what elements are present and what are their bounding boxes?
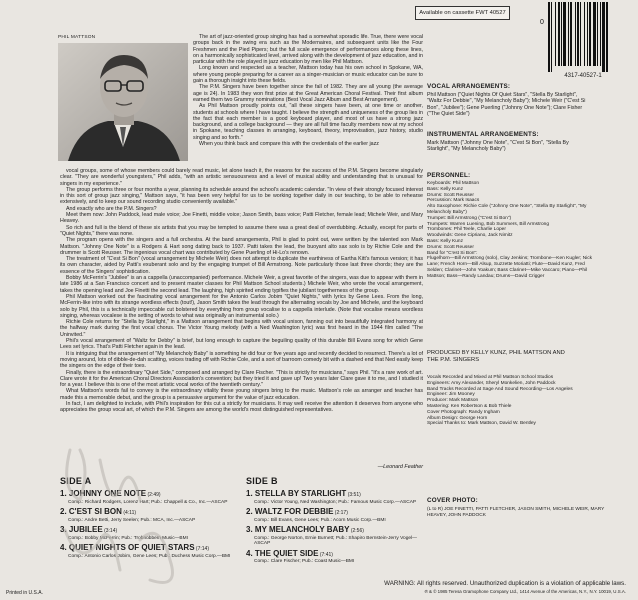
track-time: (3:14)	[102, 528, 118, 535]
track-title	[246, 526, 426, 536]
track-number: 2.	[246, 507, 255, 517]
track-time: (2:17)	[333, 510, 348, 517]
track-number: 3.	[60, 525, 69, 535]
track-number: 4.	[60, 543, 69, 553]
barcode-bar	[568, 2, 569, 66]
track-credit: Comp.: Andre Betti, Jerry Seelen; Pub.: MCA, Inc.—ASCAP	[68, 517, 196, 523]
producer-credit: PRODUCED BY KELLY KUNZ, PHIL MATTSON AND THE P.M. SINGERS	[427, 350, 565, 363]
personnel-line: Keyboards: Phil Mattson	[427, 181, 479, 186]
side-a-heading: SIDE A	[60, 476, 92, 486]
essay-paragraph: Bobby McFerrin's "Jubilee" is an a cappella (unaccompanied) performance. Michele Weir, a great favorite of the singers, was due to appear with them in late 1986 at a San Francisco concert and to present master classes for Phil Mattson School students.) Michele Weir, who wrote the vocal arrangement, takes the opening lead and Joe Finetti the second lead. The laughing, high spirited ending typifies the jubilant togetherness of the group.	[60, 275, 423, 294]
credit-line: Album Design: George Horn	[427, 415, 488, 421]
cassette-notice: Available on cassette FWT 40527	[415, 6, 510, 20]
essay-paragraph: Meet them now: John Paddock, lead male voice; Joe Finetti, middle voice; Jason Smith, bass voice; Patti Fletcher, female lead; Michele Weir, and Mary Heavey.	[60, 212, 423, 225]
barcode-bar	[561, 2, 562, 66]
barcode-bar	[593, 2, 596, 66]
track-item	[60, 544, 240, 559]
barcode-bar	[558, 2, 560, 66]
barcode-bar	[548, 2, 550, 72]
track-item	[60, 508, 240, 523]
cover-photo-caption: (L to R) JOE FINETTI, PATTI FLETCHER, JASON SMITH, MICHELE WEIR, MARY HEAVEY, JOHN PADDOCK	[427, 507, 605, 518]
side-b-tracklist	[246, 490, 426, 568]
essay-paragraph: The art of jazz-oriented group singing has had a somewhat sporadic life. True, there were vocal groups back in the swing era such as the Modernaires, and subsequent units like the Four Freshmen and the Pied Pipers; but the full scale emergence of performances along these lines, on a harmonically sophisticated level, arrived along with the development of jazz education, and in particular with the role played in jazz education by men like Phil Mattson.	[193, 34, 423, 66]
track-title	[246, 490, 426, 500]
personnel-line: Trumpets: Warren Luening, Bob Summers, Bill Armstrong	[427, 221, 550, 227]
photo-caption: PHIL MATTSON	[58, 35, 96, 40]
credit-line: Cover Photograph: Randy Ingham	[427, 409, 500, 415]
track-item	[246, 490, 426, 505]
track-credit: Comp.: Clare Fischer; Pub.: Coast Music—BMI	[254, 559, 355, 565]
personnel-line: Trumpet: Bill Armstrong ("C'est Si Bon")	[427, 215, 512, 221]
credit-line: Band Tracks Recorded at Sage And Sound Recording—Los Angeles	[427, 386, 573, 392]
barcode-bar	[580, 2, 581, 66]
printed-in: Printed in U.S.A.	[6, 590, 43, 596]
essay-paragraph: The group performs three or four months a year, planning its schedule around the school's academic calendar. "In view of their strongly focused interest in this sort of group jazz singing," Mattson says, "it has been very helpful for us to be working together daily in our teaching, to be able to rehearse extensively, and to keep our sound recording studio conveniently available."	[60, 186, 423, 206]
essay-paragraph: Finally, there is the extraordinary "Quiet Side," composed and arranged by Clare Fischer. "This is strictly for musicians," says Phil. "It's a rare work of art. Clare wrote it for the American Choral Directors Association's convention; but they tried it and gave up! Two years later Clare gave it to me, and I studied it for a year. I believe this is one of the most artistic vocal works of the twentieth century."	[60, 369, 423, 389]
barcode-bar	[597, 2, 598, 66]
track-time: (2:49)	[146, 492, 161, 498]
track-number: 3.	[246, 525, 255, 535]
track-title	[60, 490, 240, 500]
essay-signature: —Leonard Feather	[377, 464, 423, 470]
track-title	[60, 544, 240, 554]
credit-line: Mastering: Ken Robertson & Bob Thiele	[427, 403, 512, 409]
track-credit: Comp.: Bill Evans, Gene Lees; Pub.: Acorn Music Corp.—BMI	[254, 517, 386, 523]
track-name: WALTZ FOR DEBBIE	[254, 507, 334, 517]
track-name: STELLA BY STARLIGHT	[254, 489, 347, 498]
track-name: THE QUIET SIDE	[254, 548, 319, 558]
essay-paragraph: vocal groups, some of whose members could barely read music, let alone teach it, the reasons for the success of the P.M. Singers become singularly clear. "They are wonderful youngsters," Phil adds, "with an artistic sensuousness and a level of musical ability and understanding that is unusual for singers in my experience."	[60, 168, 423, 187]
personnel-line: Drums: Scott Reusser	[427, 244, 474, 250]
credit-line: Engineers: Amy Alexander, Sheryl Monkelien, John Paddock	[427, 380, 556, 386]
track-name: JUBILEE	[68, 525, 103, 535]
track-credit: Comp.: Antonio Carlos Jobim, Gene Lees; Pub.: Duchess Music Corp.—BMI	[68, 553, 231, 559]
track-credit: Comp.: Richard Rodgers, Lorenz Hart; Pub.: Chappell & Co., Inc.—ASCAP	[68, 499, 228, 505]
essay-paragraph: The P.M. Singers have been together since the fall of 1982. They are all young (the average age is 24). In 1983 they won first prize at the Great American Choral Festival. Their first album earned them two Grammy nominations (Best Vocal Jazz Album and Best Arrangement).	[193, 84, 423, 103]
personnel-line: Trombones: Phil Teele, Charlie Loper	[427, 227, 506, 233]
personnel-list	[427, 181, 602, 280]
barcode-bar	[589, 2, 591, 66]
track-number: 1.	[60, 489, 69, 498]
track-number: 2.	[60, 507, 69, 517]
track-title	[60, 526, 240, 536]
track-number: 1.	[246, 489, 255, 498]
cover-photo-heading: COVER PHOTO:	[427, 497, 478, 504]
barcode-bar	[602, 2, 605, 72]
vocal-arrangements-heading: VOCAL ARRANGEMENTS:	[427, 83, 511, 90]
copyright-line: ℗ & © 1985 Teresa Gramophone Company Ltd., 1414 Avenue of the Americas, N.Y., N.Y. 10019, U.S.A.	[424, 589, 626, 594]
portrait-photo	[58, 43, 188, 161]
essay-paragraph: Long known and respected as a teacher, Mattson today has his own school in Spokane, WA, where young people preparing for a career as a singer-musician or music educator can be sure to gain a thorough insight into these fields.	[193, 65, 423, 85]
personnel-line: Band for "C'est Si Bon":	[427, 250, 478, 256]
credit-line: Producer: Mark Mattson	[427, 398, 479, 404]
track-number: 4.	[246, 548, 255, 558]
personnel-line: Bass: Kelly Kunz	[427, 186, 463, 192]
barcode-bar	[587, 2, 588, 66]
essay-paragraph: The treatment of "C'est Si Bon" (vocal arrangement by Michele Weir) does not attempt to duplicate the earthiness of Eartha Kitt's famous version; it has its own character, aided by Patti's exuberant solo and by the engaging trumpet of Bill Armstrong. Note particularly those last three chords; they are the essence of the Singers' sophistication.	[60, 256, 423, 275]
side-b-heading: SIDE B	[246, 476, 278, 486]
credit-line: Engineer: Jim Mooney	[427, 392, 475, 398]
track-credit: Comp.: Victor Young, Ned Washington; Pub.: Famous Music Corp.—ASCAP	[254, 499, 417, 505]
barcode	[540, 2, 625, 74]
essay-paragraph: When you think back and compare this with the credentials of the earlier jazz	[199, 141, 379, 148]
instrumental-arrangements-heading: INSTRUMENTAL ARRANGEMENTS:	[427, 131, 539, 138]
track-item	[60, 526, 240, 541]
track-item	[60, 490, 240, 505]
essay-paragraph: It is intriguing that the arrangement of "My Melancholy Baby" is something he did four or five years ago and recently decided to resurrect. There's a lot of moving around, lots of dibble-de-dah scatting, voices trading off with Richie Cole, and a sort of barroom comedy bit with a dashed end that Ned easily keep the singers on the edge of their toes.	[60, 350, 423, 370]
barcode-bar	[575, 2, 576, 66]
barcode-bar	[555, 2, 556, 66]
personnel-line: Woodwinds: Gene Cipriano, Jack Nimitz	[427, 233, 513, 239]
essay-paragraph: Phil's vocal arrangement of "Waltz for Debby" is brief, but long enough to capture the beguiling quality of this durable Bill Evans song for which Gene Lees set lyrics. That's Patti Fletcher again in the lead.	[60, 338, 423, 351]
track-time: (4:11)	[121, 510, 137, 517]
liner-notes-intro	[193, 34, 423, 147]
track-time: (3:51)	[346, 492, 361, 498]
barcode-bar	[584, 2, 585, 66]
barcode-bar	[600, 2, 601, 66]
track-time: (2:56)	[349, 528, 364, 535]
credit-line: Special Thanks to: Mark Mattson, David W. Bentley	[427, 421, 536, 427]
personnel-line: Percussion: Mark Isaacs	[427, 198, 480, 204]
track-name: C'EST SI BON	[68, 507, 122, 517]
personnel-heading: PERSONNEL:	[427, 172, 471, 179]
track-credit: Comp.: George Norton, Ernie Burnett; Pub.: Shapiro Bernstein-Jerry Vogel—ASCAP	[254, 535, 417, 547]
essay-paragraph: As Phil Mattson proudly points out, "all these singers have been, at one time or another, students at schools where I have taught. I believe the strength and uniqueness of the group lies in the fact that each member is a good keyboard player, and most of us have a strong jazz background, and a college background — they are all full time faculty members now at my school in Spokane, teaching classes in arranging, keyboard, theory, improvisation, jazz history, studio singing and so forth."	[193, 103, 423, 141]
track-time: (7:14)	[194, 546, 209, 553]
personnel-line: Alto Saxophone: Richie Cole ("Johnny One Note", "Stella By Starlight", "My Melancholy Baby")	[427, 204, 587, 215]
track-title	[246, 550, 426, 560]
production-credits	[427, 375, 602, 427]
track-title	[60, 508, 240, 518]
track-time: (7:41)	[318, 551, 333, 558]
essay-paragraph: So rich and full is the blend of these six artists that you may be tempted to assume there was a great deal of overdubbing. Actually, except for parts of "Quiet Nights," there was none.	[60, 224, 423, 237]
essay-paragraph: In fact, I am delighted to include, with Phil's inspiration for this cut a strictly for musicians. It may well receive the attention it deserves from anyone who appreciates the group vocal art, of which the P.M. Singers are among the world's most distinguished representatives.	[60, 400, 423, 414]
personnel-line: Flugelhorn—Bill Armstrong (solo), Clay Jenkins; Trombone—Ken Kugler; Nick Lane; French Horn—Bill Alsup, Suzzette Moriatti; Flute—David Kunz, Fred Selden; Clarinet—John Yoakum; Bass Clarinet—Mike Vaccaro; Piano—Phil Mattson; Bass—Randy Landau; Drums—David Crigger	[427, 256, 593, 279]
barcode-number: 4317-40527-1	[564, 73, 602, 79]
barcode-bar	[577, 2, 579, 66]
credit-line: Vocals Recorded and Mixed at Phil Mattson School Studios	[427, 375, 554, 380]
side-a-tracklist	[60, 490, 240, 562]
track-name: JOHNNY ONE NOTE	[68, 489, 147, 498]
track-title	[246, 508, 426, 518]
track-name: QUIET NIGHTS OF QUIET STARS	[68, 543, 195, 553]
personnel-line: Drums: Scott Reusser	[427, 192, 474, 198]
instrumental-arrangements-text: Mark Mattson ("Johnny One Note", "C'est Si Bon", "Stella By Starlight", "My Melancholy Baby")	[427, 140, 569, 153]
track-item	[246, 550, 426, 565]
essay-paragraph: And exactly who are the P.M. Singers?	[66, 205, 157, 212]
barcode-side-digit: 0	[540, 19, 544, 26]
liner-notes-body	[60, 168, 423, 414]
barcode-bar	[563, 2, 566, 66]
warning-notice: WARNING: All rights reserved. Unauthorized duplication is a violation of applicable laws.	[384, 580, 626, 587]
essay-paragraph: What Mattson's words fail to convey is the extraordinary vitality these young singers bring to the music. Mattson's role as arranger and teacher has made this a memorable debut, and the group is a persuasive argument for the value of jazz education.	[60, 388, 423, 401]
barcode-bar	[570, 2, 572, 66]
barcode-bar	[606, 2, 608, 72]
track-item	[246, 508, 426, 523]
track-name: MY MELANCHOLY BABY	[254, 525, 350, 535]
personnel-line: Bass: Kelly Kunz	[427, 238, 463, 244]
barcode-bar	[551, 2, 552, 72]
track-item	[246, 526, 426, 547]
essay-paragraph: The program opens with the singers and a full orchestra. At the band arrangements, Phil is glad to point out, were written by the talented son Mark Mattson. "Johnny One Note" is a Rodgers & Hart song dating back to 1937. Patti takes the lead, the buoyant alto sax solo is by Richie Cole and the drummer is Scott Reusser. The ingenious vocal chart was contributed by Gene Puerling of Hi-Lo's renown.	[60, 237, 423, 256]
essay-paragraph: Richie Cole returns for "Stella by Starlight," in a Mattson arrangement that begins with vocal unison, fanning out into beautifully integrated harmony at the halfway mark during the first vocal chorus. The Victor Young melody (with a Ned Washington lyric) was first heard in the 1944 film called "The Uninvited."	[60, 319, 423, 338]
essay-paragraph: Phil Mattson worked out the fascinating vocal arrangement for the Antonio Carlos Jobim "Quiet Nights," with lyrics by Gene Lees. From the long, McFerrin-like intro with its strange wordless effects (tout!), Jason Smith takes the lead through the alternating vocals by Joe and Michele, and the keyboard solo by Phil, this is a technically impeccable cut bolstered by everything from group vocalise to a cappella interlude. (Note that vocalise means wordless singing, whereas vocalese is the setting of words to what was originally an instrumental solo.)	[60, 293, 423, 319]
vocal-arrangements-text: Phil Mattson ("Quiet Nights Of Quiet Stars", "Stella By Starlight", "Waltz For Debbie", "My Melancholy Baby"); Michele Weir ("C'est Si Bon", "Jubilee"); Gene Puerling ("Johnny One Note"); Clare Fisher ("The Quiet Side")	[427, 92, 586, 117]
track-credit: Comp.: Bobby McFerrin; Pub.: Trobnobbem Music—BMI	[68, 535, 188, 541]
